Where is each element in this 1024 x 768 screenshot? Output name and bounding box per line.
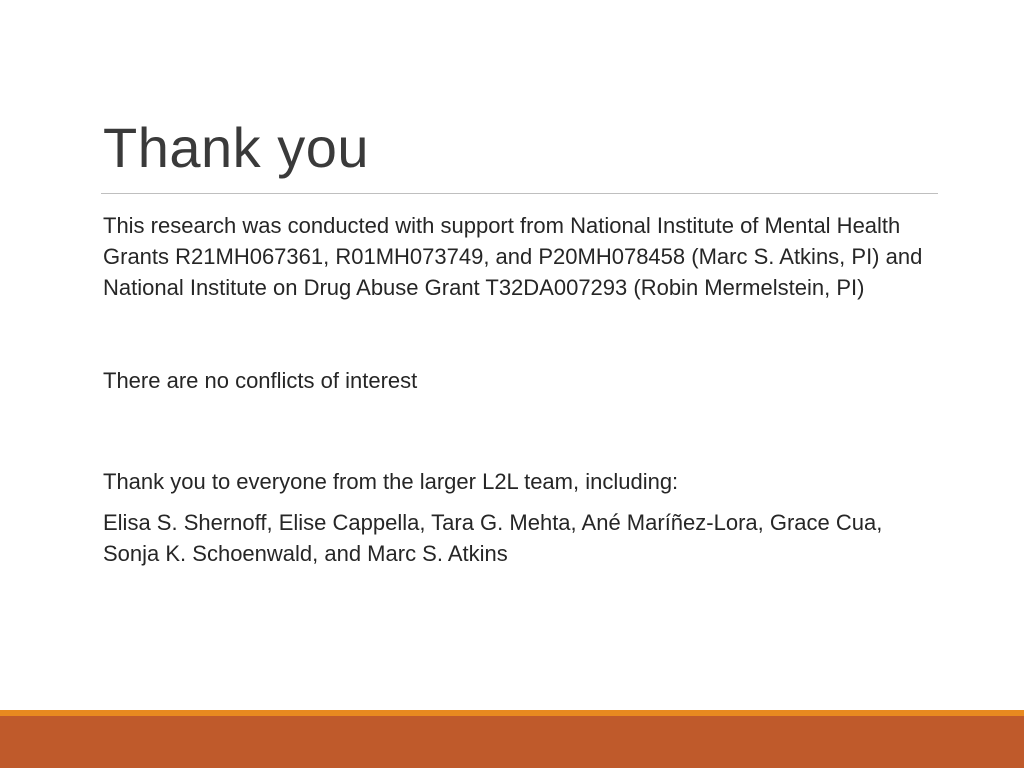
conflicts-paragraph: There are no conflicts of interest — [103, 368, 418, 393]
footer-accent-band — [0, 716, 1024, 768]
title-divider — [101, 193, 938, 194]
funding-paragraph: This research was conducted with support from National Institute of Mental Health Grants R21MH067361, R01MH073749, and P20MH078458 (Marc S. Atkins, PI) and National Institute on Drug Abuse Grant T32DA007293 (Robin Mermelstein, PI) — [103, 213, 923, 300]
slide-title: Thank you — [103, 116, 369, 179]
team-members-paragraph: Elisa S. Shernoff, Elise Cappella, Tara G. Mehta, Ané Maríñez-Lora, Grace Cua, Sonja K. Schoenwald, and Marc S. Atkins — [103, 510, 883, 566]
thanks-intro-paragraph: Thank you to everyone from the larger L2L team, including: — [103, 469, 679, 494]
slide-body — [103, 210, 943, 569]
